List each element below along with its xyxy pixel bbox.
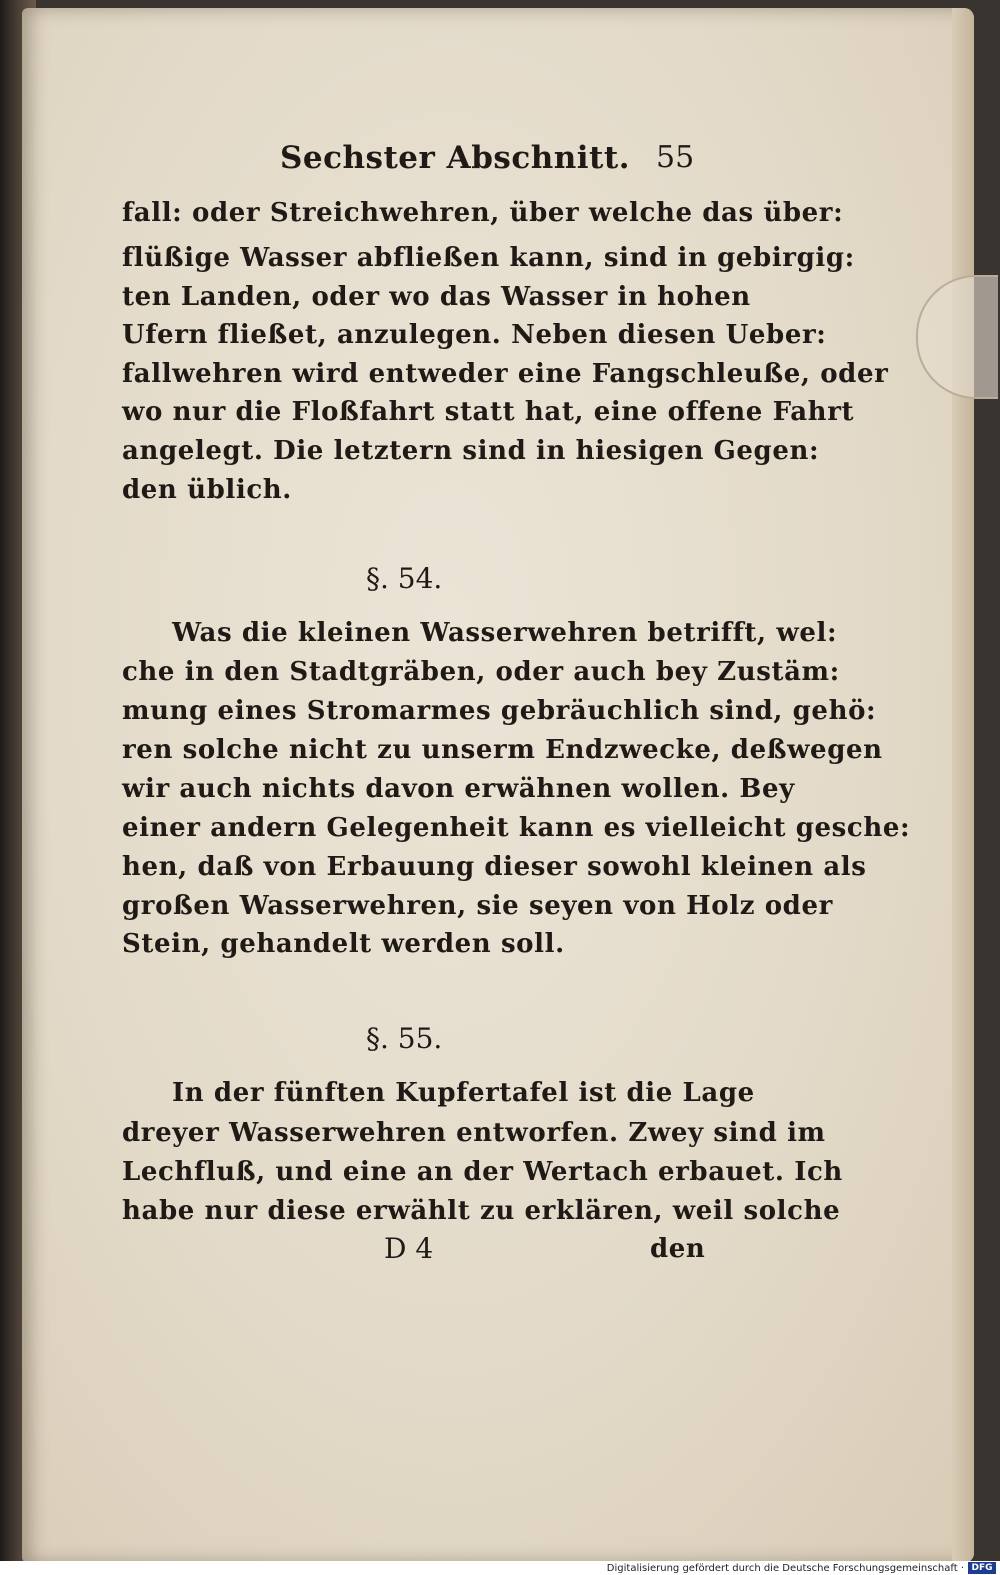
- text-line: dreyer Wasserwehren entworfen. Zwey sind im: [122, 1118, 826, 1148]
- text-line: fall: oder Streichwehren, über welche das über:: [122, 198, 844, 228]
- text-line: Was die kleinen Wasserwehren betrifft, wel:: [172, 618, 838, 648]
- dfg-logo: DFG: [968, 1562, 996, 1574]
- page-edge: [952, 8, 974, 1563]
- footer-credit: Digitalisierung gefördert durch die Deutsche Forschungsgemeinschaft ·: [606, 1563, 964, 1574]
- footer-bar: [0, 1561, 1000, 1575]
- text-line: ten Landen, oder wo das Wasser in hohen: [122, 282, 751, 312]
- text-line: wir auch nichts davon erwähnen wollen. Bey: [122, 774, 795, 804]
- text-line: che in den Stadtgräben, oder auch bey Zustäm:: [122, 657, 840, 687]
- text-line: flüßige Wasser abfließen kann, sind in gebirgig:: [122, 243, 855, 273]
- text-line: wo nur die Floßfahrt statt hat, eine offene Fahrt: [122, 397, 855, 427]
- text-line: ren solche nicht zu unserm Endzwecke, deßwegen: [122, 735, 883, 765]
- text-line: großen Wasserwehren, sie seyen von Holz oder: [122, 891, 833, 921]
- section-heading-55: §. 55.: [366, 1022, 443, 1055]
- text-line: mung eines Stromarmes gebräuchlich sind, gehö:: [122, 696, 877, 726]
- text-line: den üblich.: [122, 475, 292, 505]
- page-number: 55: [656, 140, 695, 175]
- text-line: Stein, gehandelt werden soll.: [122, 929, 565, 959]
- text-line: Lechfluß, und eine an der Wertach erbauet. Ich: [122, 1157, 843, 1187]
- running-head-title: Sechster Abschnitt.: [280, 140, 630, 176]
- section-heading-54: §. 54.: [366, 562, 443, 595]
- text-line: hen, daß von Erbauung dieser sowohl kleinen als: [122, 852, 867, 882]
- text-line: Ufern fließet, anzulegen. Neben diesen Ueber:: [122, 320, 827, 350]
- text-line: In der fünften Kupfertafel ist die Lage: [172, 1078, 755, 1108]
- signature-mark: D 4: [384, 1232, 434, 1265]
- text-line: habe nur diese erwählt zu erklären, weil solche: [122, 1196, 841, 1226]
- catchword: den: [650, 1234, 706, 1264]
- text-line: fallwehren wird entweder eine Fangschleuße, oder: [122, 359, 889, 389]
- text-line: einer andern Gelegenheit kann es vielleicht gesche:: [122, 813, 911, 843]
- text-line: angelegt. Die letztern sind in hiesigen Gegen:: [122, 436, 820, 466]
